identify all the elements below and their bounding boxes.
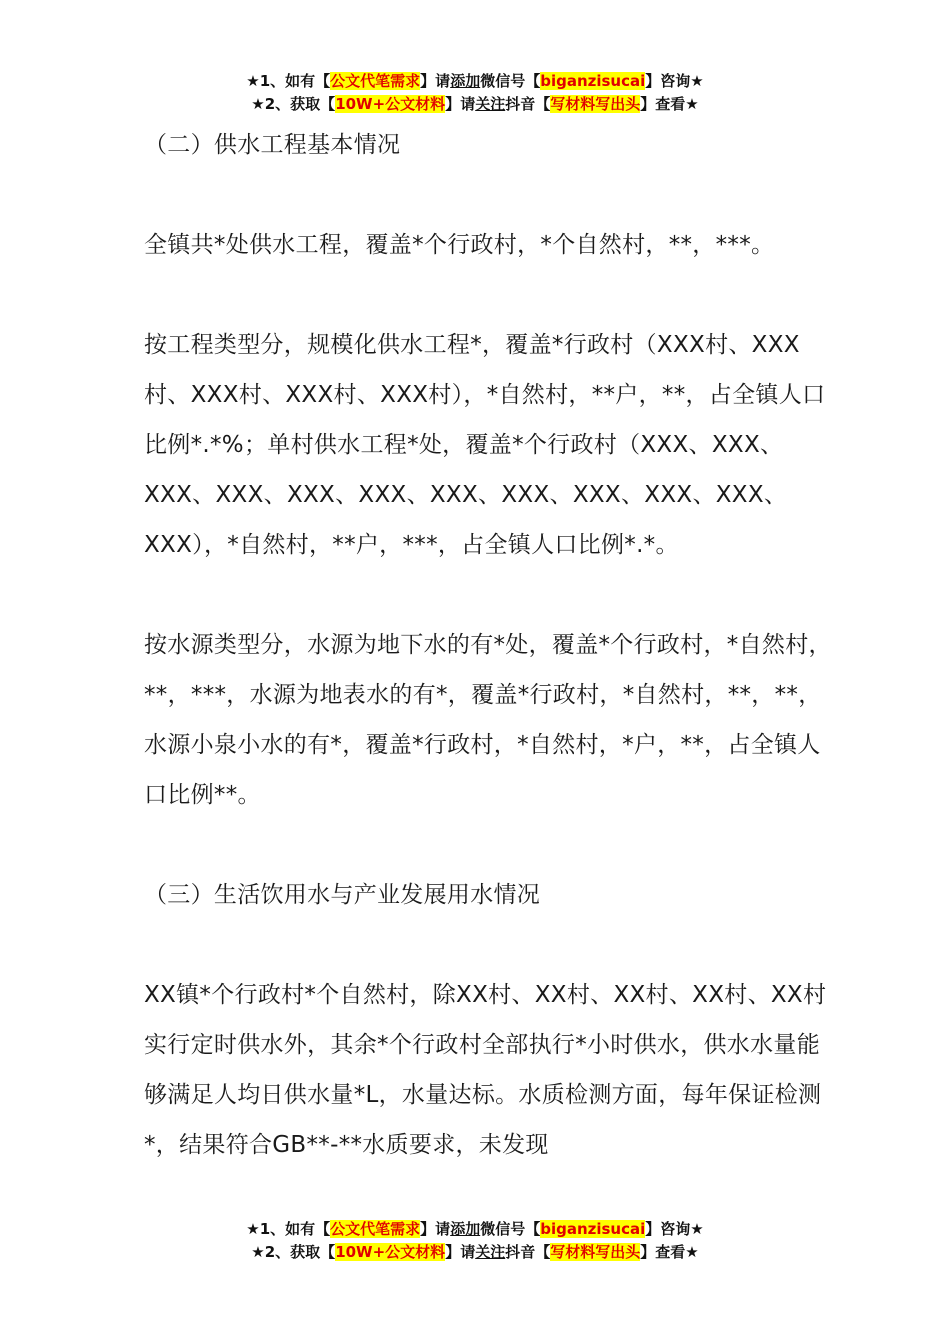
banner-highlight-materials: 10W+公文材料 [335,95,446,113]
section-heading-water-usage: （三）生活饮用水与产业发展用水情况 [144,882,541,908]
banner-highlight-service: 公文代笔需求 [330,1220,421,1238]
banner-highlight-wechat-id: biganzisucai [540,72,646,90]
paragraph-by-water-source: 按水源类型分，水源为地下水的有*处，覆盖*个行政村，*自然村，**，***，水源为地表水的有*，覆盖*行政村，*自然村，**，**，水源小泉小水的有*，覆盖*行政村，*自然村，*户，**，占全镇人口比例**。 [144,632,832,808]
banner-underlined-text: 添加 [450,72,481,90]
document-body [144,120,834,1170]
footer-banner [0,1218,950,1264]
banner-text: 】查看★ [640,1243,699,1261]
banner-underlined-text: 关注 [475,1243,506,1261]
banner-highlight-service: 公文代笔需求 [330,72,421,90]
header-banner [0,70,950,116]
header-banner-line-1 [0,70,950,93]
banner-text: ★1、如有【 [246,1220,331,1238]
banner-text: 】请 [445,95,476,113]
banner-text: 】咨询★ [645,1220,704,1238]
banner-text: ★1、如有【 [246,72,331,90]
footer-banner-line-2 [0,1241,950,1264]
banner-text: ★2、获取【 [251,95,336,113]
banner-text: 微信号【 [480,72,541,90]
banner-underlined-text: 关注 [475,95,506,113]
footer-banner-line-1 [0,1218,950,1241]
banner-text: 抖音【 [505,1243,551,1261]
banner-text: 抖音【 [505,95,551,113]
banner-text: 】请 [445,1243,476,1261]
banner-text: ★2、获取【 [251,1243,336,1261]
banner-highlight-materials: 10W+公文材料 [335,1243,446,1261]
banner-text: 】查看★ [640,95,699,113]
banner-highlight-douyin: 写材料写出头 [550,1243,641,1261]
banner-highlight-wechat-id: biganzisucai [540,1220,646,1238]
banner-text: 】请 [420,1220,451,1238]
paragraph-summary: 全镇共*处供水工程，覆盖*个行政村，*个自然村，**，***。 [144,232,775,258]
paragraph-water-usage: XX镇*个行政村*个自然村，除XX村、XX村、XX村、XX村、XX村实行定时供水外，其余*个行政村全部执行*小时供水，供水水量能够满足人均日供水量*L，水量达标。水质检测方面，每年保证检测*，结果符合GB**-**水质要求，未发现 [144,982,827,1158]
paragraph-by-project-type: 按工程类型分，规模化供水工程*，覆盖*行政村（XXX村、XXX村、XXX村、XXX村、XXX村），*自然村，**户，**，占全镇人口比例*.*%；单村供水工程*处，覆盖*个行政村（XXX、XXX、XXX、XXX、XXX、XXX、XXX、XXX、XXX、XXX、XXX、XXX），*自然村，**户，***，占全镇人口比例*.*。 [144,332,826,558]
banner-text: 微信号【 [480,1220,541,1238]
banner-highlight-douyin: 写材料写出头 [550,95,641,113]
header-banner-line-2 [0,93,950,116]
section-heading-water-projects: （二）供水工程基本情况 [144,132,401,158]
banner-text: 】请 [420,72,451,90]
banner-text: 】咨询★ [645,72,704,90]
banner-underlined-text: 添加 [450,1220,481,1238]
